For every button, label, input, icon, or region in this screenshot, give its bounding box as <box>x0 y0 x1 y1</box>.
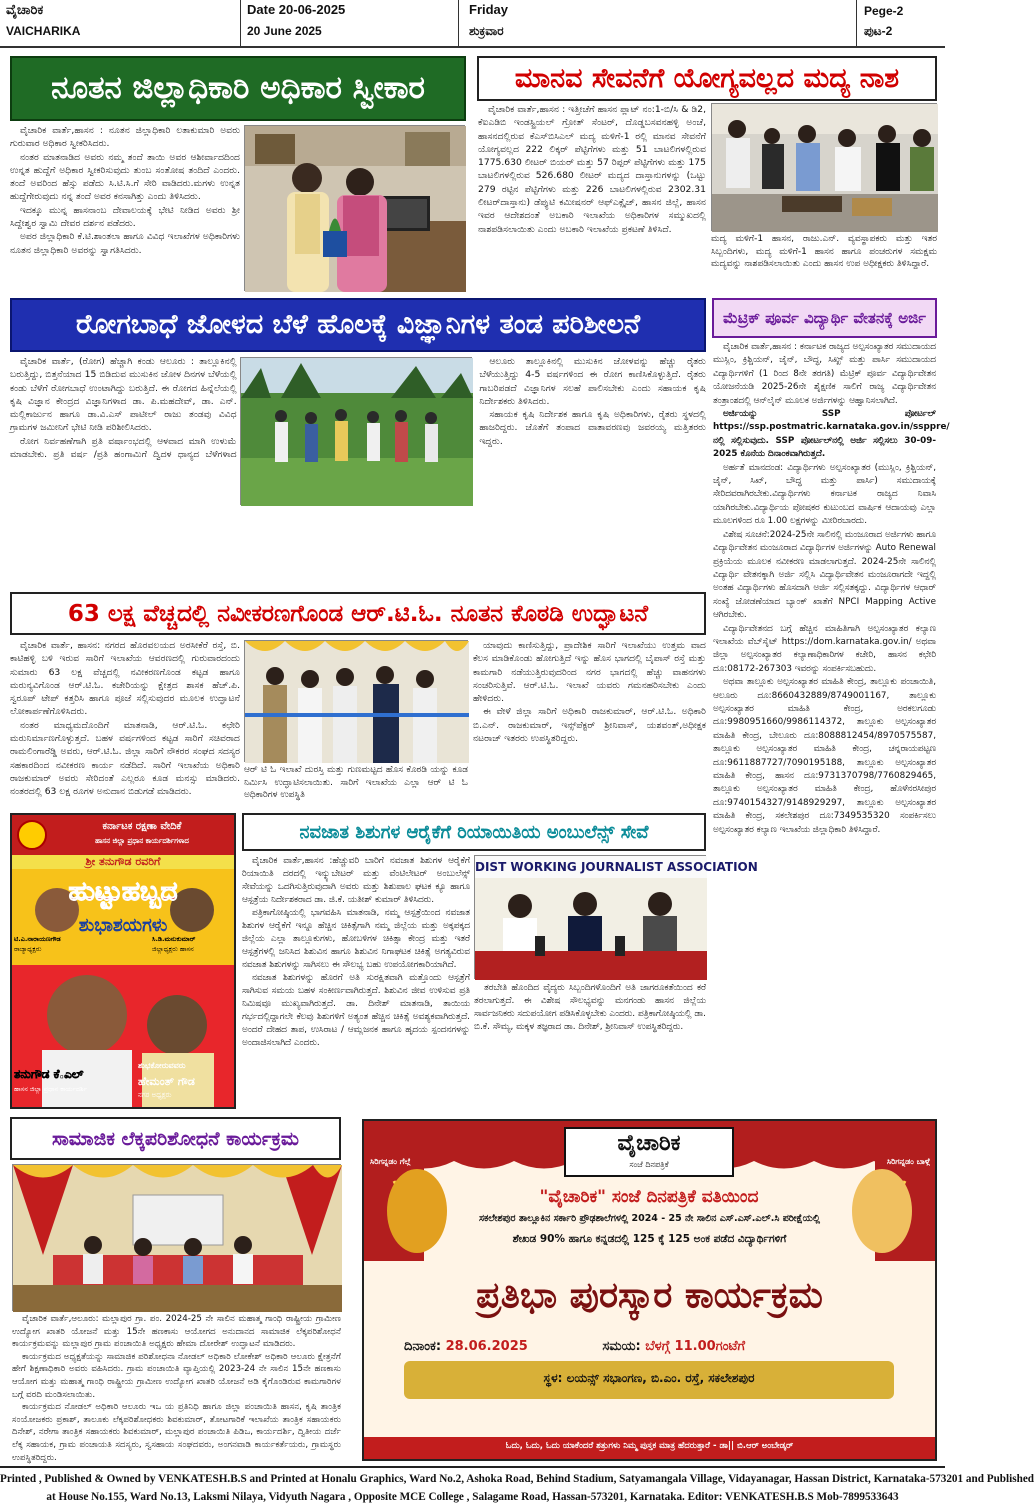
headline-social-audit: ಸಾಮಾಜಿಕ ಲೆಕ್ಕಪರಿಶೋಧನೆ ಕಾರ್ಯಕ್ರಮ <box>10 1117 341 1160</box>
ad2-quote: ಓದು, ಓದು, ಓದು ಯಾಕೆಂದರೆ ಶತ್ರುಗಳು ನಿಮ್ಮ ಪುಸ್ತಕ ಮಾತ್ರ ಹೆದರುತ್ತಾರೆ - ಡಾ|| ಬಿ.ಆರ್ ಅಂಬೇಡ್ಕರ್ <box>505 1441 794 1451</box>
ad1-center-person: ತನುಗೌಡ ಕೆ.ಎಲ್ <box>14 1067 84 1081</box>
ad2-title: ಪ್ರತಿಭಾ ಪುರಸ್ಕಾರ ಕಾರ್ಯಕ್ರಮ <box>476 1275 823 1316</box>
article-ambulance-body-left: ವೈಚಾರಿಕ ವಾರ್ತೆ,ಹಾಸನ :ಹೆಚ್ಚುವರಿ ಬಾರಿಗೆ ನವಜಾತ ಶಿಶುಗಳ ಆರೈಕೆಗೆ ರಿಯಾಯಿತಿ ದರದಲ್ಲಿ ಇನ್ಕ್ಯುಬೇಟರ್ ಮತ್ತು ವೆಂಟಿಲೇಟರ್ ಅಂಬುಲೆನ್ಸ್ ಸೇವೆಯನ್ನು ಒದಗಿಸುತ್ತಿರುವುದಾಗಿ ಅವರು ಮತ್ತು ಶಿಶುಪಾಲ ಘಟಕ ಕ್ಯೂ ಹಾಗೂ ಆಸ್ಪತ್ರೆಯ ನಿರ್ದೇಶಕರಾದ ಡಾ. ಜಿ.ಕೆ. ಯತೀಶ್ ಕುಮಾರ್ ತಿಳಿಸಿದರು. ಪತ್ರಿಕಾಗೋಷ್ಠಿಯಲ್ಲಿ ಭಾಗವಹಿಸಿ ಮಾತನಾಡಿ, ನಮ್ಮ ಆಸ್ಪತ್ರೆಯಿಂದ ನವಜಾತ ಶಿಶುಗಳ ಆರೈಕೆಗೆ ಇನ್ನೂ ಹೆಚ್ಚಿನ ಚಿಕಿತ್ಸೆಗಾಗಿ ನಮ್ಮ ಜಿಲ್ಲೆಯ ಮತ್ತು ಅಕ್ಕಪಕ್ಕದ ಜಿಲ್ಲೆಯ ಎಲ್ಲಾ ತಾಲ್ಲೂಕುಗಳು, ಹೋಬಳಿಗಳ ಚಿಕಿತ್ಸಾ ಕೇಂದ್ರ ಮತ್ತು ಇತರೆ ಆಸ್ಪತ್ರೆಗಳಲ್ಲಿ ಜನಿಸಿದ ಶಿಶುವಿನ ಹಾಗೂ ಶಿಶುವಿನ ನಿಗಾಘಟಕ ಚಿಕಿತ್ಸೆ ಅಗತ್ಯವಿರುವ ನವಜಾತ ಶಿಶುಗಳನ್ನು ಸಾಗಿಸಲು ಈ ಸೌಲಭ್ಯ ಬಹು ಉಪಯೋಗಕಾರಿಯಾಗಿದೆ. ನವಜಾತ ಶಿಶುಗಳನ್ನು ಹೊರಗೆ ಅತಿ ಸುರಕ್ಷಿತವಾಗಿ ಮತ್ತೊಂದು ಆಸ್ಪತ್ರೆಗೆ ಸಾಗಿಸುವ ಸಮಯ ಬಹಳ ಸಂಕೀರ್ಣವಾಗಿರುತ್ತದೆ. ಶಿಶುವಿನ ಜೀವ ಉಳಿಸುವ ಪ್ರತಿ ನಿಮಿಷವೂ ಮುಖ್ಯವಾಗಿರುತ್ತದೆ. ಡಾ. ದಿನೇಶ್ ಮಾತನಾಡಿ, ತಾಯಿಯ ಗರ್ಭದಲ್ಲಿದ್ದಾಗಲೇ ಕೆಲವು ಶಿಶುಗಳಿಗೆ ಅತ್ಯಂತ ಹೆಚ್ಚಿನ ಚಿಕಿತ್ಸೆ ಅವಶ್ಯಕವಾಗಿರುತ್ತದೆ. ಅಂದರೆ ದೇಹದ ತಾಪ, ಉಸಿರಾಟ / ಆಮ್ಲಜನಕ ಹಾಗೂ ಹೃದಯ ಸ್ಪಂದನಗಳನ್ನು ಅಂದಾಜಿಸಲಾಗಿದೆ ಎಂದರು. <box>242 856 470 1048</box>
photo-dc-greeting <box>244 125 465 291</box>
ad2-date-label: ದಿನಾಂಕ: <box>404 1339 442 1354</box>
page-number-kn: ಪುಟ-2 <box>864 24 893 38</box>
headline-liquor-destruction: ಮಾನವ ಸೇವನೆಗೆ ಯೋಗ್ಯವಲ್ಲದ ಮದ್ಯ ನಾಶ <box>477 56 937 101</box>
photo-rto-ribbon-cutting <box>244 640 468 762</box>
paper-name-en: VAICHARIKA <box>6 24 81 38</box>
headline-scholarship: ಮೆಟ್ರಿಕ್ ಪೂರ್ವ ವಿದ್ಯಾರ್ಥಿ ವೇತನಕ್ಕೆ ಅರ್ಜಿ <box>712 298 937 338</box>
article-rto-body-left: ವೈಚಾರಿಕ ವಾರ್ತೆ, ಹಾಸನ: ನಗರದ ಹೊರವಲಯದ ಅರಸೀಕೆರೆ ರಸ್ತೆ, ಬಿ. ಕಾಟಿಹಳ್ಳಿ ಬಳಿ ಇರುವ ಸಾರಿಗೆ ಇಲಾಖೆಯ ಆವರಣದಲ್ಲಿ ಗುರುವಾರದಂದು ಸುಮಾರು 63 ಲಕ್ಷ ವೆಚ್ಚದಲ್ಲಿ ನವೀಕರಣಗೊಂಡ ಕಟ್ಟಡ ಹಾಗೂ ಮರುನ್ಯವಿಗೊಂಡ ಆರ್.ಟಿ.ಓ. ಕಚೇರಿಯನ್ನು ಕ್ಷೇತ್ರದ ಶಾಸಕ ಹೆಚ್.ಪಿ. ಸ್ವರೂಪ್ ಟೇಪ್ ಕತ್ತರಿಸಿ ಹಾಗೂ ಪೂಜೆ ಸಲ್ಲಿಸುವುದರ ಮೂಲಕ ಉದ್ಘಾಟನೆ ಲೋಕಾರ್ಪಣೆಗೊಳಿಸಿದರು. ನಂತರ ಮಾಧ್ಯಮದೊಂದಿಗೆ ಮಾತನಾಡಿ, ಆರ್.ಟಿ.ಓ. ಕಛೇರಿ ಮರುನಿರ್ಮಾಣಗೊಳ್ಳುತ್ತದೆ. ಬಹಳ ವರ್ಷಗಳಿಂದ ಕಟ್ಟಡ ಸಾರಿಗೆ ಸಚಿವರಾದ ರಾಮಲಿಂಗಾರೆಡ್ಡಿ ಅವರು, ಆರ್.ಟಿ.ಓ. ಜಿಲ್ಲಾ ಸಾರಿಗೆ ನೌಕರರ ಸಂಘದ ಸದಸ್ಯರ ಸಹಕಾರದಿಂದ ನವೀಕರಣ ಕಾರ್ಯ ನಡೆದಿದೆ. ಸಾರಿಗೆ ಇಲಾಖೆಯ ಅಧಿಕಾರಿ ರಾಜಕುಮಾರ್ ಅವರು ಸೇರಿದಂತೆ ಎಲ್ಲರೂ ಕೂಡ ಮನಸ್ಸು ಮಾಡಿದರು. ನಂತರದಲ್ಲಿ 63 ಲಕ್ಷ ರೂಗಳ ಅನುದಾನ ಬಿಡುಗಡೆ ಮಾಡಿದರು. <box>10 640 240 798</box>
ad2-date-value: 28.06.2025 <box>445 1339 528 1354</box>
article-new-dc-body: ವೈಚಾರಿಕ ವಾರ್ತೆ,ಹಾಸನ : ನೂತನ ಜಿಲ್ಲಾಧಿಕಾರಿ ಲತಾಕುಮಾರಿ ಅವರು ಗುರುವಾರ ಅಧಿಕಾರ ಸ್ವೀಕರಿಸಿದರು. ನಂತರ ಮಾತನಾಡಿದ ಅವರು ನಮ್ಮ ತಂದೆ ತಾಯಿ ಅವರ ಆಶೀರ್ವಾದದಿಂದ ಉನ್ನತ ಹುದ್ದೆಗೆ ಅಧಿಕಾರ ಸ್ವೀಕರಿಸುವುದು ತುಂಬ ಸಂತೋಷ ತಂದಿದೆ ಎಂದರು. ತಂದೆ ಅವರಿಂದ ಹೆಸ್ಸು ಪಡೆದು ಸಿ.ಟಿ.ಸಿ.ಗೆ ಸೇರಿ ವಾಡಿದರು.ಮಗಳು ಉನ್ನತ ಹುದ್ದೆಗೇರುವುದು ನನ್ನ ತಂದೆ ಅವರ ಕನಸಾಗಿತ್ತು ಎಂದು ತಿಳಿಸಿದರು. ಇದಕ್ಕೂ ಮುನ್ನ ಹಾಸನಾಂಬ ದೇವಾಲಯಕ್ಕೆ ಭೇಟಿ ನೀಡಿದ ಅವರು ಶ್ರೀ ಸಿದ್ದೇಶ್ವರ ಸ್ವಾಮಿ ದೇವರ ದರ್ಶನ ಪಡೆದರು. ಅಪರ ಜಿಲ್ಲಾಧಿಕಾರಿ ಕೆ.ಟಿ.ಶಾಂತಲಾ ಹಾಗೂ ವಿವಿಧ ಇಲಾಖೆಗಳ ಅಧಿಕಾರಿಗಳು ನೂತನ ಜಿಲ್ಲಾಧಿಕಾರಿ ಅವರನ್ನು ಸ್ವಾಗತಿಸಿದರು. <box>10 125 240 256</box>
ad1-left-person: ಟಿ.ಎ.ನಾರಾಯಣಗೌಡ <box>14 935 61 943</box>
ad2-time-value: ಬೆಳಗ್ಗೆ 11.00ಗಂಟೆಗೆ <box>645 1339 746 1354</box>
headline-new-dc: ನೂತನ ಜಿಲ್ಲಾಧಿಕಾರಿ ಅಧಿಕಾರ ಸ್ವೀಕಾರ <box>10 56 466 121</box>
ad1-wisher-name: ಹೇಮಂತ್ ಗೌಡ <box>138 1075 195 1088</box>
paper-name-kn: ವೈಚಾರಿಕ <box>6 2 44 17</box>
ad1-left-role: ರಾಜ್ಯಾಧ್ಯಕ್ಷರು <box>14 945 42 953</box>
masthead <box>0 0 945 48</box>
photo-press-meet <box>474 855 758 979</box>
article-crop-disease-body: ವೈಚಾರಿಕ ವಾರ್ತೆ, (ರೋಗ) ಹೆಚ್ಚಾಗಿ ಕಂಡು ಆಲೂರು : ತಾಲ್ಲೂಕಿನಲ್ಲಿ ಬರುತ್ತಿದ್ದು, ಬಿತ್ತನೆಯಾದ 15 ಬಿಡಿದುವ ಮುಸುಕಿನ ಜೋಳ ದಿನಗಳ ಬೆಳೆಯಲ್ಲಿ ಕಂಡು ಬೆಳೆಗೆ ರೋಗಬಾಧೆ ಉಂಟಾಗಿದ್ದು ಬರುತ್ತಿದೆ. ಈ ರೋಗದ ಹಿನ್ನೆಲೆಯಲ್ಲಿ ಕೃಷಿ ವಿಜ್ಞಾನ ಕೇಂದ್ರದ ವಿಜ್ಞಾನಿಗಳಾದ ಡಾ. ಪಿ.ಮಹದೇವ್, ಡಾ. ಎನ್. ಮಲ್ಲಿಕಾರ್ಜುನ ಹಾಗೂ ಡಾ.ವಿ.ಎಸ್ ಪಾಟೀಲ್ ರಾಜು ತಂಡವು ವಿವಿಧ ಗ್ರಾಮಗಳ ಜಮೀನಿಗೆ ಭೇಟಿ ನೀಡಿ ಪರಿಶೀಲಿಸಿದರು. ರೋಗ ನಿರ್ವಹಣೆಗಾಗಿ ಪ್ರತಿ ವರ್ಷಾಂಭದಲ್ಲಿ ಆಳವಾದ ಮಾಗಿ ಉಳುಮೆ ಮಾಡಬೇಕು. ಪ್ರತಿ ವರ್ಷ /ಪ್ರತಿ ಹಂಗಾಮಿಗೆ ದ್ವಿದಳ ಧಾನ್ಯದ ಬೆಳೆಗಳಾದ ಆಲೂರು ತಾಲ್ಲೂಕಿನಲ್ಲಿ ಮುಸುಕಿನ ಜೋಳವನ್ನು ಹೆಚ್ಚು ರೈತರು ಬೆಳೆಯುತ್ತಿದ್ದು 4-5 ವರ್ಷಗಳಿಂದ ಈ ರೋಗ ಕಾಣಿಸಿಕೊಳ್ಳುತ್ತಿದೆ. ರೈತರು ಗಾಬರಿಪಡದೆ ವಿಜ್ಞಾನಿಗಳ ಸಲಹೆ ಪಾಲಿಸಬೇಕು ಎಂದು ಸಹಾಯಕ ಕೃಷಿ ನಿರ್ದೇಶಕರು ತಿಳಿಸಿದರು. ಸಹಾಯಕ ಕೃಷಿ ನಿರ್ದೇಶಕ ಹಾಗೂ ಕೃಷಿ ಅಧಿಕಾರಿಗಳು, ರೈತರು ಸ್ಥಳದಲ್ಲಿ ಹಾಜರಿದ್ದರು. ಜೊತೆಗೆ ತಂಪಾದ ವಾತಾವರಣವು ಜವರಯ್ಯ ಮತ್ತಿತರರು ಇದ್ದರು. <box>10 356 706 461</box>
ad1-line2: ಹಾಸನ ಜಿಲ್ಲಾ ಪ್ರಧಾನ ಕಾರ್ಯದರ್ಶಿಗಳಾದ <box>95 837 189 845</box>
ad2-venue-value: ಲಯನ್ಸ್ ಸಭಾಂಗಣ, ಬಿ.ಎಂ. ರಸ್ತೆ, ಸಕಲೇಶಪುರ <box>566 1371 755 1385</box>
caption-rto-photo: ಆರ್ ಟಿ ಓ ಇಲಾಖೆ ದುರಸ್ತಿ ಮತ್ತು ಗುಣಮಟ್ಟದ ಹೊಸ ಕೊಠಡಿ ಯನ್ನು ಕೂಡ ನಿರ್ಮಿಸಿ ಉದ್ಘಾಟಿಸಲಾಯಿತು. ಸಾರಿಗೆ ಇಲಾಖೆಯ ಎಲ್ಲಾ ಆರ್ ಟಿ ಓ ಅಧಿಕಾರಿಗಳ ಉಪಸ್ಥಿತಿ <box>244 765 468 800</box>
ad2-brand-box <box>564 1127 734 1177</box>
ad-prathibha-puraskara <box>362 1119 937 1461</box>
date-line: Date 20-06-2025 <box>247 2 346 17</box>
ad2-brand-tag: ಸಂಜೆ ದಿನಪತ್ರಿಕೆ <box>629 1160 669 1169</box>
ad2-left-tag: ಸಿರಿಗನ್ನಡಂ ಗೆಲ್ಗೆ <box>370 1157 411 1166</box>
ad2-date-time-row <box>404 1339 894 1354</box>
ad2-line2: ಸಕಲೇಶಪುರ ತಾಲ್ಲೂಕಿನ ಸರ್ಕಾರಿ ಪ್ರೌಢಶಾಲೆಗಳಲ್ಲಿ 2024 - 25 ನೇ ಸಾಲಿನ ಎಸ್.ಎಸ್.ಎಲ್.ಸಿ ಪರೀಕ್ಷೆಯಲ್ಲಿ <box>478 1213 821 1224</box>
headline-ambulance-service: ನವಜಾತ ಶಿಶುಗಳ ಆರೈಕೆಗೆ ರಿಯಾಯಿತಿಯ ಅಂಬುಲೆನ್ಸ್ ಸೇವೆ <box>242 813 706 851</box>
imprint-line-2: at House No.155, Ward No.13, Laksmi Nilaya, Vidyuth Nagara , Opposite MCE College , Salagame Road, Hassan-573201, Karnataka. Editor: VENKATESH.B.S Mob-7899533643 <box>46 1491 899 1503</box>
ad1-right-person: ಸಿ.ಡಿ.ಮನುಕುಮಾರ್ <box>152 935 196 943</box>
ad1-greet1: ಹುಟ್ಟುಹಬ್ಬದ <box>68 877 178 907</box>
date-line-2: 20 June 2025 <box>247 24 322 38</box>
article-ambulance-body-right: ತರಬೇತಿ ಹೊಂದಿದ ವೈದ್ಯರು ಸಿಬ್ಬಂದಿಗಳೊಂದಿಗೆ ಅತಿ ಜಾಗರೂಕತೆಯಿಂದ ಕರೆ ತರಲಾಗುತ್ತದೆ. ಈ ವಿಶೇಷ ಸೌಲಭ್ಯವನ್ನು ಮನಗಂಡು ಹಾಸನ ಜಿಲ್ಲೆಯ ಸಾರ್ವಜನಿಕರು ಸದುಪಯೋಗ ಪಡಿಸಿಕೊಳ್ಳಬೇಕು ಎಂದರು. ಪತ್ರಿಕಾಗೋಷ್ಠಿಯಲ್ಲಿ ಡಾ. ಬಿ.ಕೆ. ಸೌಮ್ಯ, ಮಕ್ಕಳ ತಜ್ಞರಾದ ಡಾ. ದಿನೇಶ್, ಶ್ರೀನಿವಾಸ್ ಉಪಸ್ಥಿತರಿದ್ದರು. <box>474 983 706 1032</box>
article-social-audit-body: ವೈಚಾರಿಕ ವಾರ್ತೆ,ಆಲೂರು: ಮಲ್ಲಾಪುರ ಗ್ರಾ. ಪಂ. 2024-25 ನೇ ಸಾಲಿನ ಮಹಾತ್ಮ ಗಾಂಧಿ ರಾಷ್ಟ್ರೀಯ ಗ್ರಾಮೀಣ ಉದ್ಯೋಗ ಖಾತರಿ ಯೋಜನೆ ಮತ್ತು 15ನೇ ಹಣಕಾಸು ಆಯೋಗದ ಅನುದಾನದ ಸಾಮಾಜಿಕ ಲೆಕ್ಕಪರಿಶೋಧನೆ ಕಾರ್ಯಕ್ರಮವನ್ನು ಮಲ್ಲಾಪುರ ಗ್ರಾಮ ಪಂಚಾಯಿತಿ ಅಧ್ಯಕ್ಷರು ಹೇಮಾ ದೋರೇಶ್ ಉದ್ಘಾಟನೆ ಮಾಡಿದರು. ಕಾರ್ಯಕ್ರಮದ ಅಧ್ಯಕ್ಷತೆಯನ್ನು ಸಾಮಾಜಿಕ ಪರಿಶೋಧನಾ ನೋಡಲ್ ಅಧಿಕಾರಿ ಲೋಕೇಶ್ ಅಧಿಕಾರಿ ಆಲೂರು ಕ್ಷೇತ್ರನೆಗೆ ಹೇಗೆ ಶಿಕ್ಷಣಾಧಿಕಾರಿ ಅವರು ವಹಿಸಿದರು. ಗ್ರಾಮ ಪಂಚಾಯಿತಿ ವ್ಯಾಪ್ತಿಯಲ್ಲಿ 2023-24 ನೇ ಸಾಲಿನ 15ನೇ ಹಣಕಾಸು ಆಯೋಗ ಮತ್ತು ಮಹಾತ್ಮ ಗಾಂಧಿ ರಾಷ್ಟ್ರೀಯ ಗ್ರಾಮೀಣ ಉದ್ಯೋಗ ಖಾತರಿ ಯೋಜನೆ ಅಡಿ ಕೈಗೊಂಡಿರುವ ಕಾಮಗಾರಿಗಳ ಬಗ್ಗೆ ವರದಿ ಮಂಡಿಸಲಾಯಿತು. ಕಾರ್ಯಕ್ರಮದ ನೋಡಲ್ ಅಧಿಕಾರಿ ಆಲೂರು ಇಒ ಯ ಪ್ರತಿನಿಧಿ ಹಾಗೂ ಜಿಲ್ಲಾ ಪಂಚಾಯಿತಿ ಹಾಸನ, ಕೃಷಿ ತಾಂತ್ರಿಕ ಸಂಯೋಜಕರು ಪ್ರಕಾಶ್, ತಾಲೂಕು ಲೆಕ್ಕಪರಿಶೋಧಕರು ಶಿವಕುಮಾರ್, ತೋಟಗಾರಿಕೆ ಇಲಾಖೆಯ ತಾಂತ್ರಿಕ ಸಹಾಯಕರು ದಿನೇಶ್, ನರೇಗಾ ತಾಂತ್ರಿಕ ಸಹಾಯಕರು ಶಿವಕುಮಾರ್, ಮಲ್ಲಾಪುರ ಪಂಚಾಯಿತಿ ಪಿಡಿಒ, ಕಾರ್ಯದರ್ಶಿ, ದ್ವಿತೀಯ ದರ್ಜೆ ಲೆಕ್ಕ ಸಹಾಯಕ, ಗ್ರಾಮ ಪಂಚಾಯತಿ ಸದಸ್ಯರು, ಸ್ವಸಹಾಯ ಸಂಘದವರು, ಅಂಗನವಾಡಿ ಕಾರ್ಯಕರ್ತೆಯರು, ಗ್ರಾಮಸ್ಥರು ಉಪಸ್ಥಿತರಿದ್ದರು. <box>12 1314 341 1463</box>
photo-liquor-destruction <box>711 103 937 231</box>
photo-crop-field <box>240 357 472 505</box>
ad1-center-role: ಹಾಸನ ಜಿಲ್ಲಾ ಪ್ರಧಾನ ಕಾರ್ಯದರ್ಶಿ <box>14 1085 87 1093</box>
ad1-org: ಕರ್ನಾಟಕ ರಕ್ಷಣಾ ವೇದಿಕೆ <box>102 821 182 832</box>
photo-social-audit <box>12 1164 341 1311</box>
ad1-name-line: ಶ್ರೀ ತನುಗೌಡ ರವರಿಗೆ <box>85 855 161 868</box>
day-en: Friday <box>469 2 509 17</box>
ad2-right-tag: ಸಿರಿಗನ್ನಡಂ ಬಾಳ್ಗೆ <box>886 1157 930 1166</box>
day-kn: ಶುಕ್ರವಾರ <box>469 24 504 38</box>
ad1-right-role: ಜಿಲ್ಲಾಧ್ಯಕ್ಷರು ಹಾಸನ <box>152 945 194 953</box>
article-liquor-body: ವೈಚಾರಿಕ ವಾರ್ತೆ,ಹಾಸನ : ಇತ್ತೀಚೆಗೆ ಹಾಸನ ಪ್ಲಾಟ್ ನಂ:1-ಬಿ/ಸಿ & ಡಿ2, ಕೆಐಎಡಿಬಿ ಇಂಡಸ್ಟ್ರಿಯಲ್ ಗ್ರೋತ್ ಸೆಂಟರ್, ದೊಡ್ಡಬಸವನಹಳ್ಳಿ ಅಂಚೆ, ಹಾಸನದಲ್ಲಿರುವ ಕೆಎಸ್‌ಬಿಸಿಎಲ್ ಮದ್ಯ ಮಳಿಗೆ-1 ರಲ್ಲಿ ಮಾನವ ಸೇವನೆಗೆ ಯೋಗ್ಯವಲ್ಲದ 222 ಲಿಕ್ಕರ್ ಪೆಟ್ಟಿಗೆಗಳು ಮತ್ತು 51 ಬಾಟಲಿಗಳಲ್ಲಿರುವ 1775.630 ಲೀಟರ್ ಬಿಯರ್ ಮತ್ತು 57 ರಿಪ್ಪರ್ ಪೆಟ್ಟಿಗೆಗಳು ಮತ್ತು 175 ಬಾಟಲಿಗಳಲ್ಲಿರುವ 526.680 ಲೀಟರ್ ಮದ್ಯದ ದಾಸ್ತಾನುಗಳನ್ನು (ಒಟ್ಟು 279 ರಟ್ಟಿನ ಪೆಟ್ಟಿಗೆಗಳು ಮತ್ತು 226 ಬಾಟಲಿಗಳಲ್ಲಿರುವ 2302.31 ಲೀಟರ್‌ದಾಸ್ತಾನು) ಡೆಪ್ಯುಟಿ ಕಮೀಷನರ್ ಆಫ್‌ಎಕ್ಸೈಜ್, ಹಾಸನ ಜಿಲ್ಲೆ, ಹಾಸನ ಇವರ ಆದೇಶದಂತೆ ಅಬಕಾರಿ ಇಲಾಖೆಯ ಅಧಿಕಾರಿಗಳ ಸಮ್ಮುಖದಲ್ಲಿ ನಾಶಪಡಿಸಲಾಯಿತು ಎಂದು ಅಬಕಾರಿ ಇಲಾಖೆಯ ಪ್ರಕಟಣೆ ತಿಳಿಸಿದೆ. <box>478 104 706 235</box>
headline-crop-disease: ರೋಗಬಾಧೆ ಜೋಳದ ಬೆಳೆ ಹೊಲಕ್ಕೆ ವಿಜ್ಞಾನಿಗಳ ತಂಡ ಪರಿಶೀಲನೆ <box>10 298 706 352</box>
ad1-wisher-role: ನಗರ ಅಧ್ಯಕ್ಷರು <box>138 1091 172 1099</box>
ad2-line1: "ವೈಚಾರಿಕ" ಸಂಜೆ ದಿನಪತ್ರಿಕೆ ವತಿಯಿಂದ <box>539 1187 759 1207</box>
ad2-time-label: ಸಮಯ: <box>602 1339 641 1354</box>
headline-rto-inauguration: 63 ಲಕ್ಷ ವೆಚ್ಚದಲ್ಲಿ ನವೀಕರಣಗೊಂಡ ಆರ್.ಟಿ.ಓ. ನೂತನ ಕೊಠಡಿ ಉದ್ಘಾಟನೆ <box>10 592 706 635</box>
ad2-venue-row <box>404 1371 894 1386</box>
ad2-brand: ವೈಚಾರಿಕ <box>617 1131 681 1156</box>
photo-banner-text: DIST WORKING JOURNALIST ASSOCIATION <box>475 860 758 874</box>
ad2-venue-label: ಸ್ಥಳ: <box>543 1371 563 1385</box>
ad1-greet2: ಶುಭಾಶಯಗಳು <box>78 915 168 936</box>
caption-liquor-photo: ಮದ್ಯ ಮಳಿಗೆ-1 ಹಾಸನ, ರಾಜು.ಎನ್. ವ್ಯವಸ್ಥಾಪಕರು ಮತ್ತು ಇತರ ಸಿಬ್ಬಂದಿಗಳು, ಮದ್ಯ ಮಳಿಗೆ-1 ಹಾಸನ ಹಾಗೂ ಪಂಚರುಗಳ ಸಮಕ್ಷಮ ಮದ್ಯವನ್ನು ನಾಶಪಡಿಸಲಾಯಿತು ಎಂದು ಹಾಸನ ಉಪ ಅಧೀಕ್ಷಕರು ತಿಳಿಸಿದ್ದಾರೆ. <box>711 234 937 269</box>
article-scholarship-body: ವೈಚಾರಿಕ ವಾರ್ತೆ,ಹಾಸನ : ಕರ್ನಾಟಕ ರಾಜ್ಯದ ಅಲ್ಪಸಂಖ್ಯಾತರ ಸಮುದಾಯದ ಮುಸ್ಲಿಂ, ಕ್ರಿಶ್ಚಿಯನ್, ಜೈನ್, ಬೌದ್ಧ, ಸಿಖ್ಖ್ ಮತ್ತು ಪಾರ್ಸಿ ಸಮುದಾಯದ ವಿದ್ಯಾರ್ಥಿಗಳಿಗೆ (1 ರಿಂದ 8ನೇ ತರಗತಿ) ಮೆಟ್ರಿಕ್ ಪೂರ್ವ ವಿದ್ಯಾರ್ಥಿವೇತನ ಯೋಜನೆಯಡಿ 2025-26ನೇ ಶೈಕ್ಷಣಿಕ ಸಾಲಿಗೆ ರಾಜ್ಯ ವಿದ್ಯಾರ್ಥಿವೇತನ ತಂತ್ರಾಂಶದಲ್ಲಿ ಆನ್‌ಲೈನ್ ಮೂಲಕ ಅರ್ಜಿಗಳನ್ನು ಆಹ್ವಾನಿಸಲಾಗಿದೆ. ಅರ್ಜಿಯನ್ನು SSP ಪೋರ್ಟಲ್ https://ssp.postmatric.karnataka.gov.in/ssppre/ ನಲ್ಲಿ ಸಲ್ಲಿಸುವುದು. SSP ಪೋರ್ಟಲ್‌ನಲ್ಲಿ ಅರ್ಜಿ ಸಲ್ಲಿಸಲು 30-09-2025 ಕೊನೆಯ ದಿನಾಂಕವಾಗಿರುತ್ತದೆ. ಅರ್ಹತೆ ಮಾನದಂಡ: ವಿದ್ಯಾರ್ಥಿಗಳು ಅಲ್ಪಸಂಖ್ಯಾತರ (ಮುಸ್ಲಿಂ, ಕ್ರಿಶ್ಚಿಯನ್, ಜೈನ್, ಸಿಖ್, ಬೌದ್ಧ ಮತ್ತು ಪಾರ್ಸಿ) ಸಮುದಾಯಕ್ಕೆ ಸೇರಿದವರಾಗಿರಬೇಕು.ವಿದ್ಯಾರ್ಥಿಗಳು ಕರ್ನಾಟಕ ರಾಜ್ಯದ ನಿವಾಸಿ ಯಾಗಿರಬೇಕು.ವಿದ್ಯಾರ್ಥಿಯ ಪೋಷಕರ ಕುಟುಂಬದ ವಾರ್ಷಿಕ ಆದಾಯವು ಎಲ್ಲಾ ಮೂಲಗಳಿಂದ ರೂ 1.00 ಲಕ್ಷಗಳನ್ನು ಮೀರಿರಬಾರದು. ವಿಶೇಷ ಸೂಚನೆ:2024-25ನೇ ಸಾಲಿನಲ್ಲಿ ಮಂಜೂರಾದ ಅರ್ಜಿಗಳು ಹಾಗೂ ವಿದ್ಯಾರ್ಥಿವೇತನ ಮಂಜೂರಾದ ವಿದ್ಯಾರ್ಥಿಗಳ ಅರ್ಜಿಗಳನ್ನು Auto Renewal ಪ್ರಕ್ರಿಯೆಯ ಮೂಲಕ ನವೀಕರಣ ಮಾಡಲಾಗುತ್ತದೆ. 2024-25ನೇ ಸಾಲಿನಲ್ಲಿ ವಿದ್ಯಾರ್ಥಿ ವೇತನಕ್ಕಾಗಿ ಅರ್ಜಿ ಸಲ್ಲಿಸಿ ವಿದ್ಯಾರ್ಥಿವೇತನ ಮಂಜೂರಾಗದೇ ಇದ್ದಲ್ಲಿ ಅಂತಹ ವಿದ್ಯಾರ್ಥಿಗಳು ಹೊಸದಾಗಿ ಅರ್ಜಿ ಸಲ್ಲಿಸತಕ್ಕದ್ದು. ವಿದ್ಯಾರ್ಥಿಗಳ ಆಧಾರ್ ಸಂಖ್ಯೆ ಜೋಡಣೆಯಾದ ಬ್ಯಾಂಕ್ ಖಾತೆಗೆ NPCI Mapping Active ಆಗಿರಬೇಕು. ವಿದ್ಯಾರ್ಥಿವೇತನದ ಬಗ್ಗೆ ಹೆಚ್ಚಿನ ಮಾಹಿತಿಗಾಗಿ ಅಲ್ಪಸಂಖ್ಯಾತರ ಕಲ್ಯಾಣ ಇಲಾಖೆಯ ವೆಬ್‌ಸೈಟ್ https://dom.karnataka.gov.in/ ಅಥವಾ ಜಿಲ್ಲಾ ಅಲ್ಪಸಂಖ್ಯಾತರ ಕಲ್ಯಾಣಾಧಿಕಾರಿಗಳ ಕಚೇರಿ, ಹಾಸನ ಕಛೇರಿ ದೂ:08172-267303 ಇವರನ್ನು ಸಂಪರ್ಕಿಸಬಹುದು. ಅಥವಾ ತಾಲ್ಲೂಕು ಅಲ್ಪಸಂಖ್ಯಾತರ ಮಾಹಿತಿ ಕೇಂದ್ರ, ತಾಲ್ಲೂಕು ಪಂಚಾಯಿತಿ, ಆಲೂರು ದೂ:8660432889/8749001167, ತಾಲ್ಲೂಕು ಅಲ್ಪಸಂಖ್ಯಾತರ ಮಾಹಿತಿ ಕೇಂದ್ರ, ಅರಕಲಗೂಡು ದೂ:9980951660/9986114372, ತಾಲ್ಲೂಕು ಅಲ್ಪಸಂಖ್ಯಾತರ ಮಾಹಿತಿ ಕೇಂದ್ರ, ಬೇಲೂರು ದೂ:8088812454/8970575587, ತಾಲ್ಲೂಕು ಅಲ್ಪಸಂಖ್ಯಾತರ ಮಾಹಿತಿ ಕೇಂದ್ರ, ಚನ್ನರಾಯಪಟ್ಟಣ ದೂ:9611887727/7090195188, ತಾಲ್ಲೂಕು ಅಲ್ಪಸಂಖ್ಯಾತರ ಮಾಹಿತಿ ಕೇಂದ್ರ, ಹಾಸನ ದೂ:9731370798/7760829465, ತಾಲ್ಲೂಕು ಅಲ್ಪಸಂಖ್ಯಾತರ ಮಾಹಿತಿ ಕೇಂದ್ರ, ಹೊಳೆನರಸೀಪುರ ದೂ:9740154327/9148929297, ತಾಲ್ಲೂಕು ಅಲ್ಪಸಂಖ್ಯಾತರ ಮಾಹಿತಿ ಕೇಂದ್ರ, ಸಕಲೇಶಪುರ ದೂ:7349535320 ಸಂಪರ್ಕಿಸಲು ಅಲ್ಪಸಂಖ್ಯಾತರ ಕಲ್ಯಾಣ ಇಲಾಖೆಯ ಜಿಲ್ಲಾಧಿಕಾರಿ ತಿಳಿಸಿದ್ದಾರೆ. <box>713 342 950 835</box>
ad2-line3: ಶೇಖಡ 90% ಹಾಗೂ ಕನ್ನಡದಲ್ಲಿ 125 ಕ್ಕೆ 125 ಅಂಕ ಪಡೆದ ವಿದ್ಯಾರ್ಥಿಗಳಿಗೆ <box>512 1233 787 1245</box>
article-rto-body-right: ಯಾವುದು ಕಾಣಿಸುತ್ತಿದ್ದು, ಪ್ರಾದೇಶಿಕ ಸಾರಿಗೆ ಇಲಾಖೆಯು ಉತ್ತಮ ವಾದ ಕೆಲಸ ಮಾಡಿಕೊಂಡು ಹೋಗುತ್ತಿದೆ ಇನ್ನು ಹೊಸ ಭಾಗದಲ್ಲಿ ಬೈಪಾಸ್ ರಸ್ತೆ ಮತ್ತು ಕಾಮಗಾರಿ ನಡೆಯುತ್ತಿರುವುದರಿಂದ ನಗರ ಭಾಗದಲ್ಲಿ ಹೆಚ್ಚು ವಾಹನಗಳು ಸಂಚರಿಸುತ್ತಿವೆ. ಆರ್.ಟಿ.ಓ. ಇಲಾಖೆ ಯವರು ಗಮನಹರಿಸಬೇಕು ಎಂದು ಹೇಳಿದರು. ಈ ವೇಳೆ ಜಿಲ್ಲಾ ಸಾರಿಗೆ ಅಧಿಕಾರಿ ರಾಜಕುಮಾರ್, ಆರ್.ಟಿ.ಓ. ಅಧಿಕಾರಿ ಬಿ.ಎನ್. ರಾಜಕುಮಾರ್, ಇನ್ಸ್‌ಪೆಕ್ಟರ್ ಶ್ರೀನಿವಾಸ್, ಯಶವಂತ್,ಅಧೀಕ್ಷಕ ನಟರಾಜ್ ಇತರರು ಉಪಸ್ಥಿತರಿದ್ದರು. <box>473 640 706 745</box>
ad-birthday-wishes <box>10 813 236 1109</box>
ad1-wisher-label: ಶುಭಕೋರುವವರು <box>138 1061 186 1070</box>
page-number-en: Pege-2 <box>864 4 904 18</box>
imprint-footer <box>0 1466 1034 1507</box>
imprint-line-1: Printed , Published & Owned by VENKATESH.B.S and Printed at Honalu Graphics, Ward No.2, Ashoka Road, Behind Stadium, Satyamangala Village, Vidayanagar, Hassan District, Karnataka-573201 and Published <box>0 1473 1034 1485</box>
